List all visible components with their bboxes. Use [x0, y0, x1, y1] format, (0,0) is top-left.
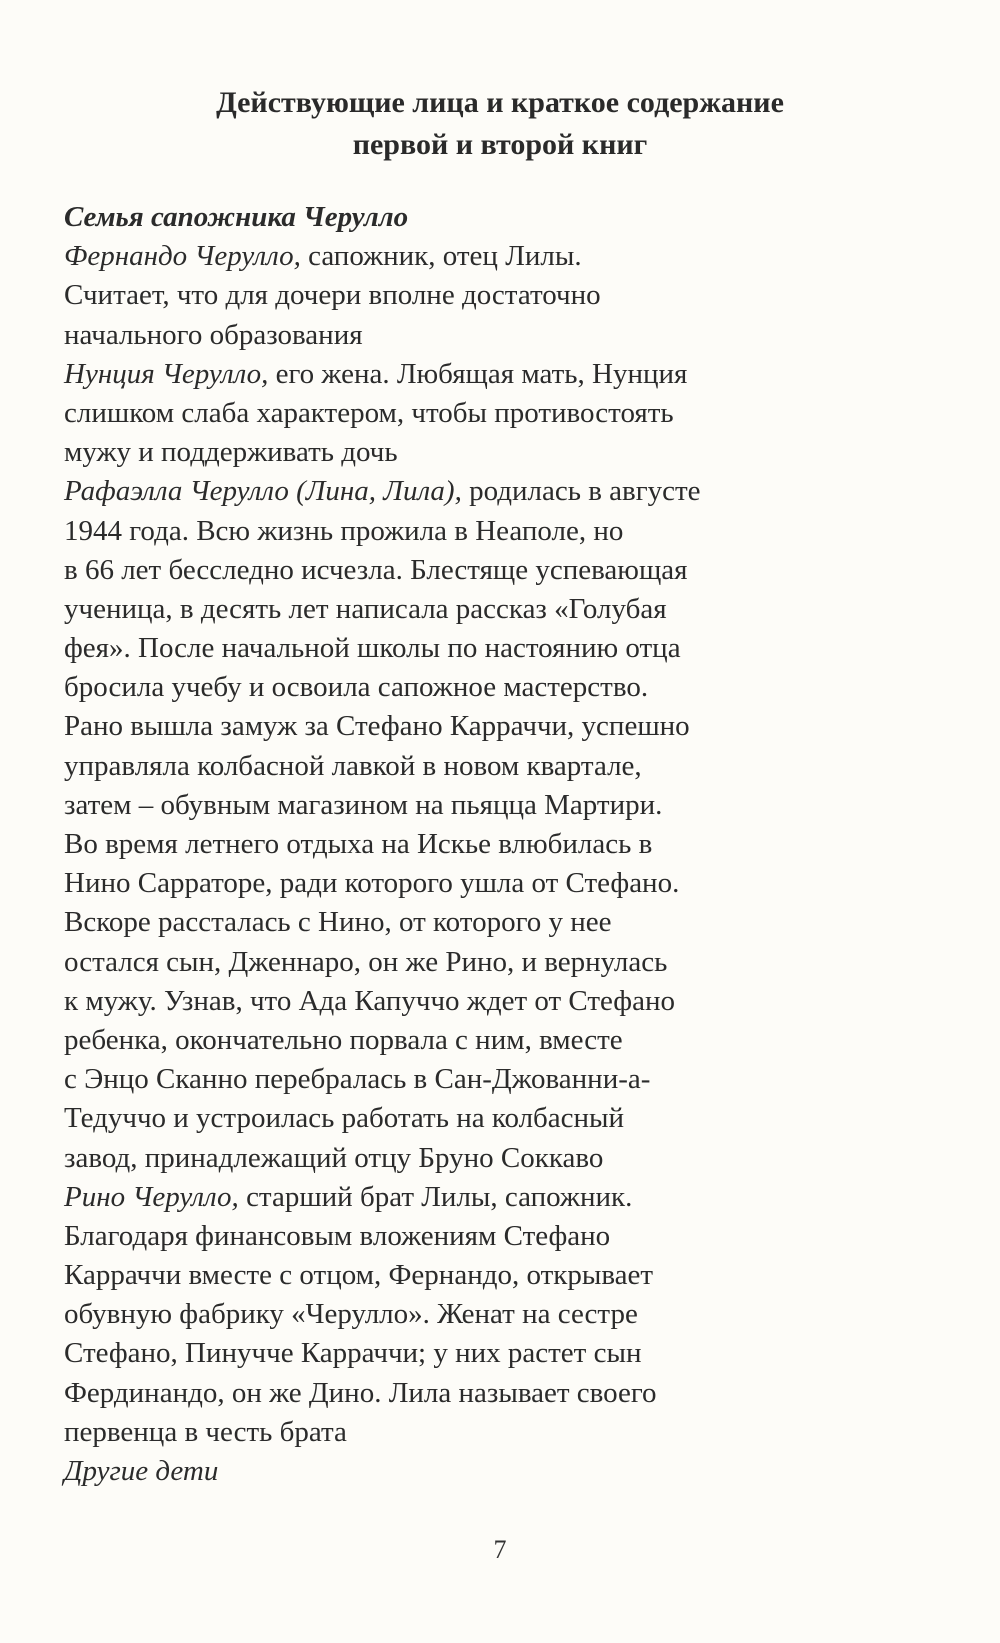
- title-line-1: Действующие лица и краткое содержание: [216, 86, 784, 119]
- character-name: Другие дети: [64, 1455, 219, 1487]
- line-text: бросила учебу и освоила сапожное мастерство.: [64, 671, 649, 704]
- line-text: родилась в августе: [461, 475, 701, 508]
- page-title: [60, 82, 940, 166]
- line-text: Вскоре рассталась с Нино, от которого у нее: [64, 906, 612, 939]
- line-text: завод, принадлежащий отцу Бруно Соккаво: [64, 1141, 604, 1174]
- text-line: [64, 786, 944, 825]
- line-text: старший брат Лилы, сапожник.: [238, 1180, 633, 1213]
- line-text: остался сын, Дженнаро, он же Рино, и вернулась: [64, 945, 668, 978]
- text-line: [64, 433, 944, 472]
- line-text: управляла колбасной лавкой в новом квартале,: [64, 749, 642, 782]
- line-text: Считает, что для дочери вполне достаточно: [64, 279, 601, 312]
- text-line: [64, 747, 944, 786]
- text-line: [64, 629, 944, 668]
- line-text: начального образования: [64, 318, 363, 351]
- line-text: в 66 лет бесследно исчезла. Блестяще успевающая: [64, 553, 688, 586]
- text-line: [64, 943, 944, 982]
- body-text: [64, 198, 944, 1491]
- line-text: Фердинандо, он же Дино. Лила называет своего: [64, 1376, 657, 1409]
- text-line: [64, 825, 944, 864]
- character-name: Фернандо Черулло,: [64, 240, 301, 273]
- line-text: Благодаря финансовым вложениям Стефано: [64, 1219, 611, 1252]
- text-line: [64, 1178, 944, 1217]
- line-text: к мужу. Узнав, что Ада Капуччо ждет от Стефано: [64, 984, 675, 1017]
- line-text: его жена. Любящая мать, Нунция: [268, 357, 688, 390]
- line-text: Стефано, Пинучче Карраччи; у них растет сын: [64, 1337, 642, 1370]
- line-text: Нино Сарраторе, ради которого ушла от Стефано.: [64, 867, 680, 900]
- text-line: [64, 1021, 944, 1060]
- text-line: [64, 982, 944, 1021]
- text-line: [64, 1334, 944, 1373]
- text-line: [64, 1099, 944, 1138]
- text-line: [64, 551, 944, 590]
- text-line: [64, 1060, 944, 1099]
- character-name: Рафаэлла Черулло (Лина, Лила),: [64, 475, 462, 508]
- text-line: [64, 1295, 944, 1334]
- text-line: [64, 1217, 944, 1256]
- text-line: [64, 512, 944, 551]
- text-line: [64, 472, 944, 511]
- text-line: [64, 590, 944, 629]
- text-line: [64, 276, 944, 315]
- paragraph-lines: [64, 237, 944, 1491]
- line-text: ученица, в десять лет написала рассказ «Голубая: [64, 592, 667, 625]
- text-line: [64, 316, 944, 355]
- line-text: сапожник, отец Лилы.: [300, 240, 582, 273]
- title-line-2: первой и второй книг: [352, 128, 648, 161]
- line-text: 1944 года. Всю жизнь прожила в Неаполе, но: [64, 514, 624, 547]
- line-text: мужу и поддерживать дочь: [64, 436, 398, 469]
- text-line: [64, 903, 944, 942]
- line-text: затем – обувным магазином на пьяцца Мартири.: [64, 788, 663, 821]
- line-text: Во время летнего отдыха на Искье влюбилась в: [64, 828, 653, 860]
- text-line: [64, 864, 944, 903]
- text-line: [64, 355, 944, 394]
- line-text: Тедуччо и устроилась работать на колбасный: [64, 1102, 625, 1135]
- text-line: [64, 1256, 944, 1295]
- page-number: 7: [493, 1535, 507, 1564]
- text-line: [64, 707, 944, 746]
- text-line: [64, 1139, 944, 1178]
- text-line: [64, 1374, 944, 1413]
- text-line: [64, 668, 944, 707]
- line-text: фея». После начальной школы по настоянию отца: [64, 632, 681, 665]
- line-text: слишком слаба характером, чтобы противостоять: [64, 396, 674, 429]
- character-name: Рино Черулло,: [64, 1180, 239, 1213]
- character-name: Нунция Черулло,: [64, 357, 269, 390]
- line-text: первенца в честь брата: [64, 1415, 347, 1448]
- line-text: обувную фабрику «Черулло». Женат на сестре: [64, 1298, 638, 1331]
- line-text: Рано вышла замуж за Стефано Карраччи, успешно: [64, 710, 690, 743]
- text-line: [64, 394, 944, 433]
- text-line: [64, 1452, 944, 1491]
- section-heading: Семья сапожника Черулло: [64, 201, 409, 233]
- line-text: ребенка, окончательно порвала с ним, вместе: [64, 1023, 623, 1056]
- line-text: с Энцо Сканно перебралась в Сан-Джованни-а-: [64, 1063, 651, 1096]
- line-text: Карраччи вместе с отцом, Фернандо, открывает: [64, 1259, 654, 1292]
- text-line: [64, 237, 944, 276]
- text-line: [64, 1413, 944, 1452]
